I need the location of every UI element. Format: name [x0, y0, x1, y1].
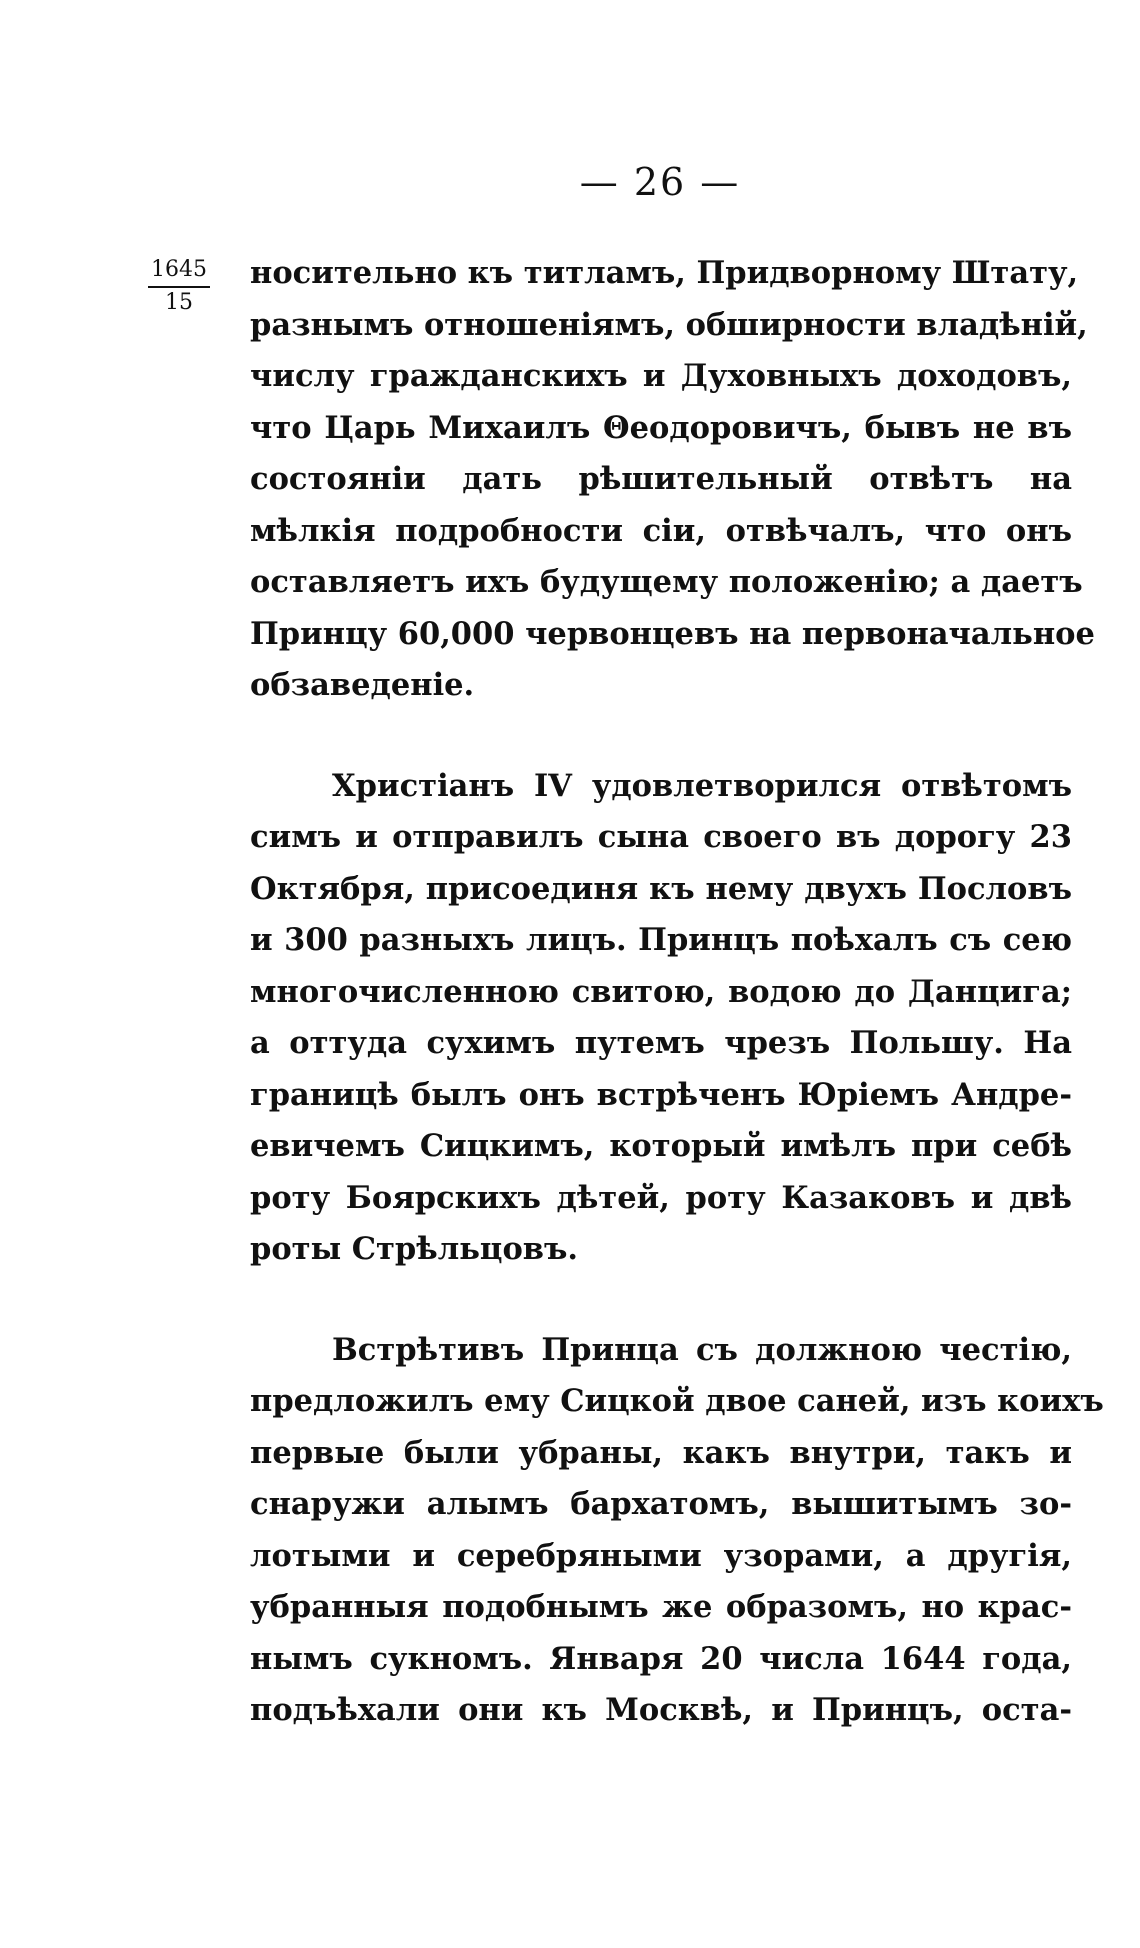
text-line: роту Боярскихъ дѣтей, роту Казаковъ и двѣ	[250, 1179, 1072, 1216]
text-line: обзаведеніе.	[250, 667, 475, 703]
text-line: Принцу 60,000 червонцевъ на первоначальное	[250, 615, 1095, 652]
text-line: разнымъ отношеніямъ, обширности владѣній,	[250, 306, 1088, 343]
text-line: первые были убраны, какъ внутри, такъ и	[250, 1434, 1072, 1471]
text-line: снаружи алымъ бархатомъ, вышитымъ зо-	[250, 1486, 1072, 1522]
text-line: симъ и отправилъ сына своего въ дорогу 23	[250, 819, 1072, 855]
text-line: а оттуда сухимъ путемъ чрезъ Польшу. На	[250, 1025, 1072, 1061]
text-line: нымъ сукномъ. Января 20 числа 1644 года,	[250, 1640, 1072, 1677]
text-line: мѣлкія подробности сіи, отвѣчалъ, что онъ	[250, 512, 1072, 549]
margin-year: 1645	[148, 255, 210, 288]
text-line: Октября, присоединя къ нему двухъ Пословъ	[250, 870, 1072, 907]
text-line: носительно къ титламъ, Придворному Штату,	[250, 255, 1079, 291]
text-line: Встрѣтивъ Принца съ должною честію,	[332, 1331, 1072, 1368]
text-line: состояніи дать рѣшительный отвѣтъ на	[250, 461, 1072, 497]
text-line: многочисленною свитою, водою до Данцига;	[250, 973, 1072, 1010]
body-text	[250, 248, 1104, 1737]
text-line: и 300 разныхъ лицъ. Принцъ поѣхалъ съ сею	[250, 922, 1072, 958]
paragraph-gap	[250, 1276, 1072, 1325]
text-line: числу гражданскихъ и Духовныхъ доходовъ,	[250, 358, 1072, 394]
text-line: лотыми и серебряными узорами, а другія,	[250, 1537, 1072, 1574]
text-line: евичемъ Сицкимъ, который имѣлъ при себѣ	[250, 1128, 1072, 1164]
paragraph-gap	[250, 712, 1072, 761]
text-line: предложилъ ему Сицкой двое саней, изъ коихъ	[250, 1383, 1104, 1419]
text-line: подъѣхали они къ Москвѣ, и Принцъ, оста-	[250, 1692, 1072, 1728]
text-line: Христіанъ IV удовлетворился отвѣтомъ	[332, 767, 1072, 804]
text-line: оставляетъ ихъ будущему положенію; а даетъ	[250, 564, 1083, 600]
text-line: убранныя подобнымъ же образомъ, но крас-	[250, 1589, 1072, 1625]
text-line: границѣ былъ онъ встрѣченъ Юріемъ Андре-	[250, 1076, 1072, 1113]
text-line: что Царь Михаилъ Θеодоровичъ, бывъ не въ	[250, 409, 1072, 446]
text-line: роты Стрѣльцовъ.	[250, 1231, 578, 1267]
page-number-header: — 26 —	[579, 160, 741, 204]
margin-date-note	[148, 255, 210, 318]
margin-day: 15	[165, 290, 193, 315]
